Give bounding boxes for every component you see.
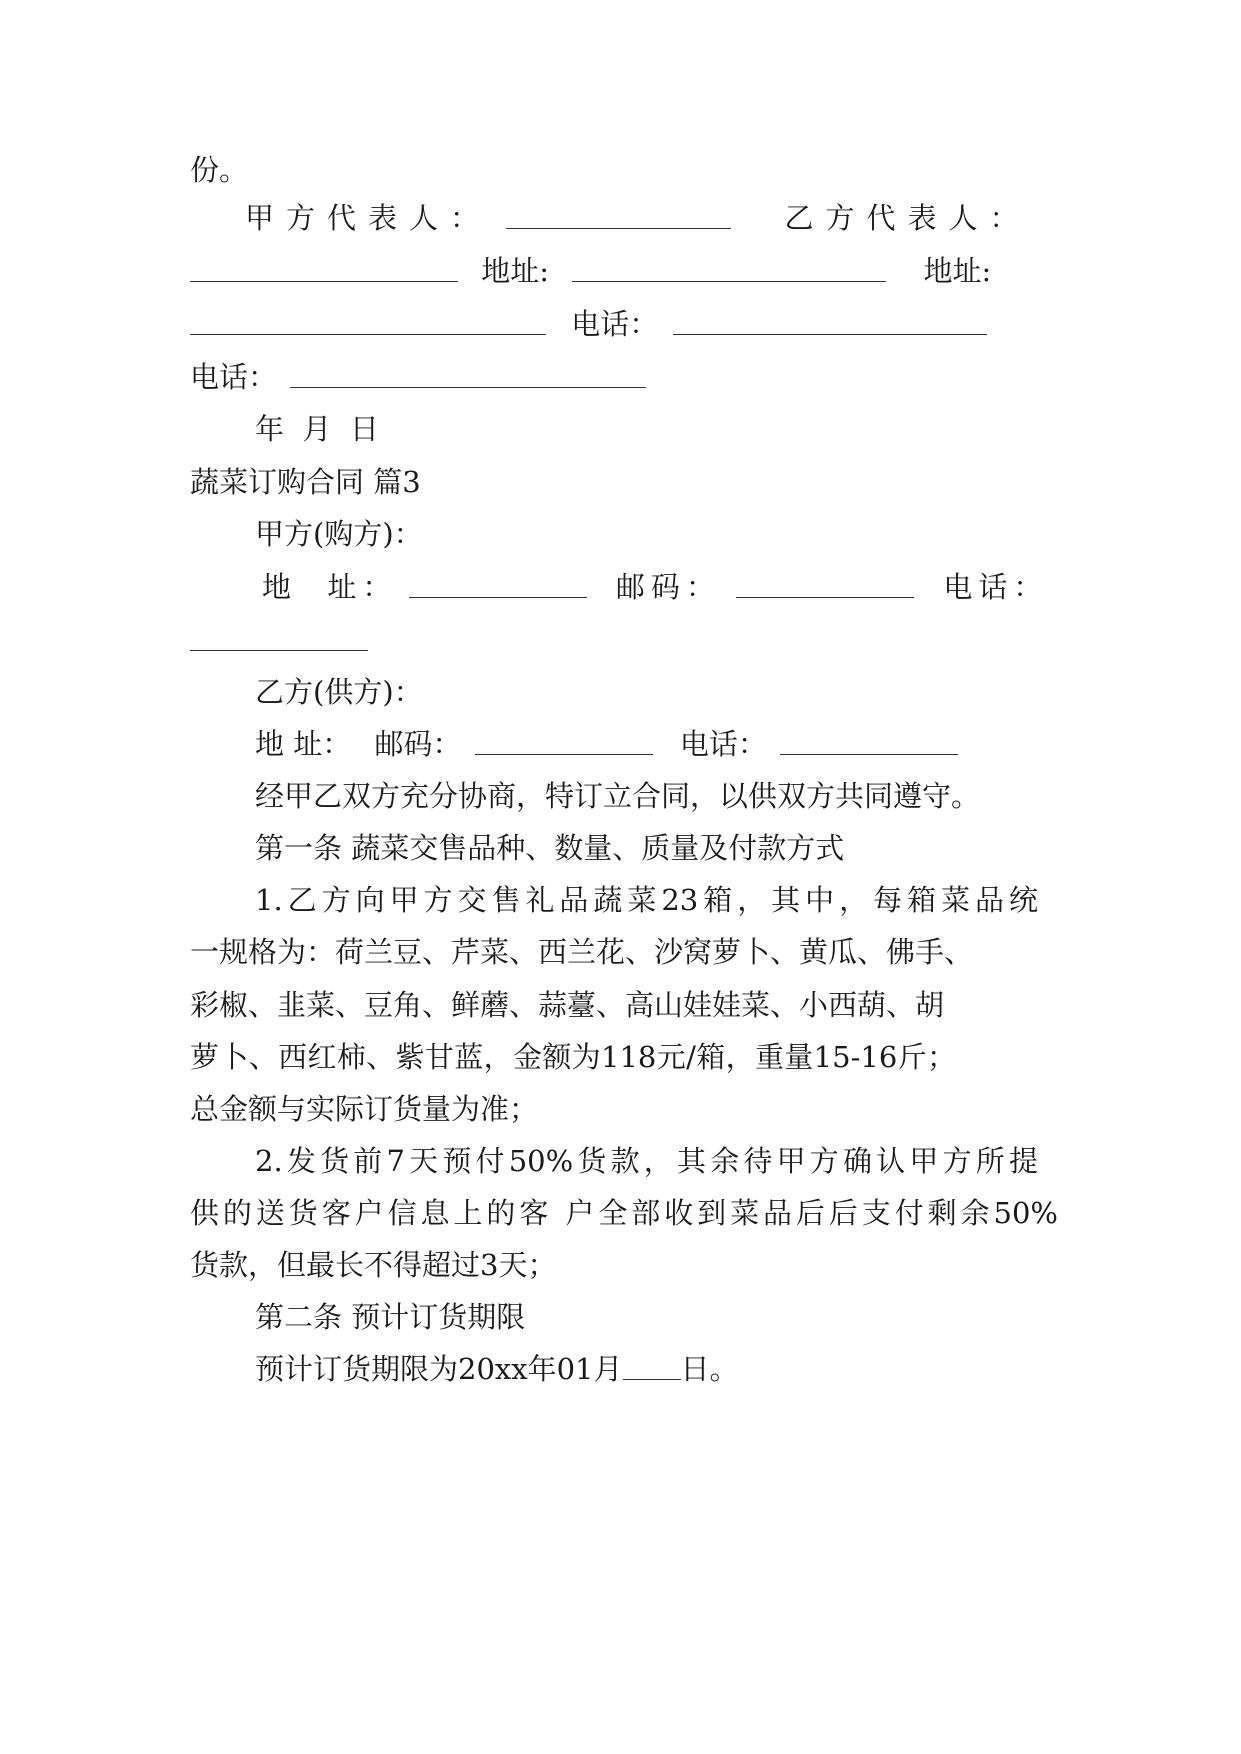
party-a-heading [255,514,1070,554]
date-line [255,409,1070,449]
party-a-label: 甲方(购方)： [255,517,423,551]
phone-label: 电话： [679,727,767,761]
paragraph-line: 彩椒、韭菜、豆角、鲜蘑、蒜薹、高山娃娃菜、小西葫、胡 [190,988,945,1022]
blank-line [190,620,1070,660]
article-one-title: 第一条 蔬菜交售品种、数量、质量及付款方式 [255,831,845,865]
postcode-label: 邮码： [374,727,462,761]
party-b-representative-label: 乙方代表人： [784,201,1031,235]
article-heading [255,828,1070,868]
party-b-phone-label: 电话： [190,360,278,394]
party-b-label: 乙方(供方)： [255,675,423,709]
article-two-title: 第二条 预计订货期限 [255,1300,526,1334]
phone-line [190,357,1070,397]
order-period-text: 预计订货期限为20xx年01月 [255,1352,623,1386]
line-text: 份。 [190,153,249,187]
text-line [190,150,1070,190]
article-heading [255,1297,1070,1337]
address-line [190,251,1070,291]
address-label: 地 址： [262,570,398,604]
paragraph-line: 1.乙方向甲方交售礼品蔬菜23箱，其中，每箱菜品统 [255,883,1038,917]
representative-line [245,198,1125,238]
paragraph-line: 供的送货客户信息上的客 户全部收到菜品后后支付剩余50% [190,1196,1058,1230]
order-period-end: 日。 [680,1352,739,1386]
party-b-heading [255,672,1070,712]
party-a-address-label: 地址: [481,254,549,288]
paragraph-line [255,776,1070,816]
agreement-text: 经甲乙双方充分协商，特订立合同，以供双方共同遵守。 [255,779,981,813]
party-b-contact-line [255,724,1070,764]
section-heading [190,462,1070,502]
party-a-contact-line [262,567,1142,607]
phone-line [190,304,1070,344]
postcode-label: 邮码： [615,570,721,604]
date-text: 年 月 日 [255,412,379,446]
phone-label: 电话： [943,570,1049,604]
contract-title: 蔬菜订购合同 篇3 [190,465,421,499]
party-a-phone-label: 电话： [571,307,659,341]
party-a-representative-label: 甲方代表人： [245,201,492,235]
party-b-address-label: 地址: [923,254,992,288]
paragraph-line [255,1349,1070,1389]
paragraph-line: 货款，但最长不得超过3天； [190,1248,557,1282]
paragraph-line: 一规格为：荷兰豆、芹菜、西兰花、沙窝萝卜、黄瓜、佛手、 [190,935,974,969]
paragraph-line: 2.发货前7天预付50%货款，其余待甲方确认甲方所提 [255,1144,1038,1178]
address-label: 地 址： [255,727,352,761]
paragraph-line: 总金额与实际订货量为准； [190,1092,539,1126]
paragraph-line: 萝卜、西红柿、紫甘蓝，金额为118元/箱，重量15-16斤； [190,1040,956,1074]
